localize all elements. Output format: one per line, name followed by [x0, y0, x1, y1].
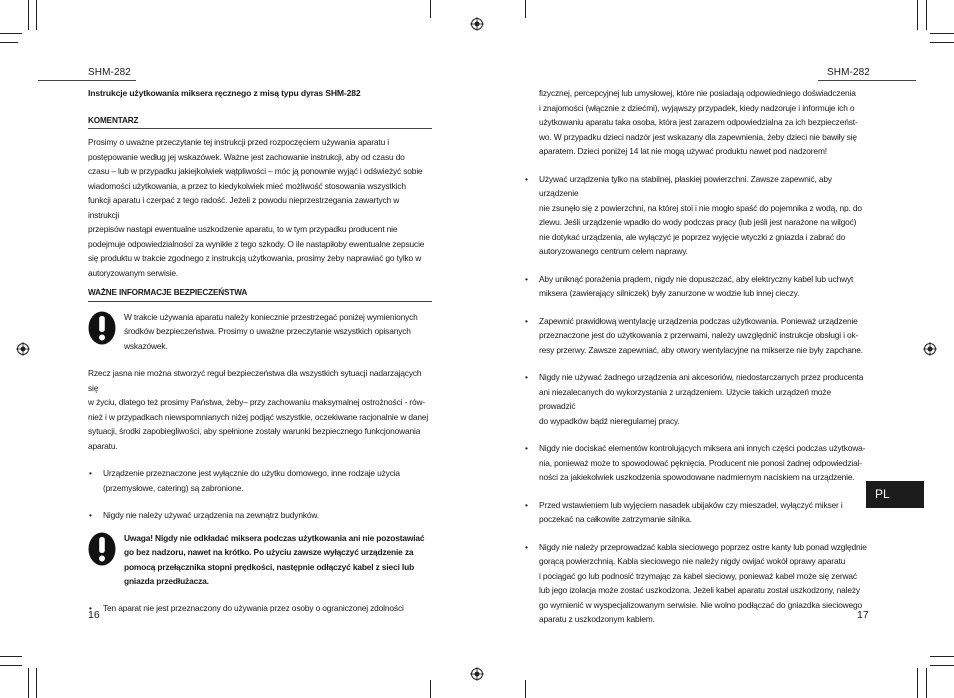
- page-number-right: 17: [857, 609, 869, 621]
- list-item: • Aby uniknąć porażenia prądem, nigdy nie dopuszczać, aby elektryczny kabel lub uchwyt miksera (zawierający silniczek) były zanurzone w wodzie lub innej cieczy.: [524, 272, 869, 301]
- registration-mark-icon: [470, 17, 484, 31]
- warning-block: Uwaga! Nigdy nie odkładać miksera podczas użytkowania ani nie pozostawiać go bez nadzoru, nawet na krótko. Po użyciu zawsze wyłączyć urządzenie za pomocą przełącznika stopni prędkości, następnie odłączyć kabel z sieci lub gniazda przedłużacza.: [88, 531, 432, 589]
- crop-mark: [28, 668, 29, 698]
- exclamation-warning-icon: [88, 532, 116, 566]
- crop-mark: [930, 42, 954, 43]
- exclamation-warning-icon: [88, 311, 116, 345]
- list-item: • Ten aparat nie jest przeznaczony do używania przez osoby o ograniczonej zdolności: [88, 601, 432, 616]
- crop-mark: [430, 680, 431, 698]
- crop-mark: [28, 0, 29, 30]
- crop-mark: [525, 0, 526, 18]
- header-rule-left: [38, 80, 136, 81]
- general-safety-paragraph: Rzecz jasna nie można stworzyć reguł bezpieczeństwa dla wszystkich sytuacji nadarzających się w życiu, dlatego też prosimy Państwa, żeby– przy zachowaniu maksymalnej ostrożności - rów- nież i w przypadkach niewspomnianych niżej podjąć wszystkie, oczekiwane racjonalnie w danej sytuacji, środki zapobiegliwości, aby spełnione zostały warunki bezpiecznego funkcjonowania aparatu.: [88, 368, 429, 451]
- header-model-left: SHM-282: [88, 67, 131, 78]
- crop-mark: [917, 0, 918, 30]
- registration-mark-icon: [923, 342, 937, 356]
- safety-heading: WAŻNE INFORMACJE BEZPIECZEŃSTWA: [88, 286, 432, 302]
- crop-mark: [36, 668, 37, 698]
- document-title: Instrukcje użytkowania miksera ręcznego z misą typu dyras SHM-282: [88, 88, 361, 98]
- crop-mark: [525, 680, 526, 698]
- list-item: • Nigdy nie należy używać urządzenia na zewnątrz budynków.: [88, 508, 432, 523]
- crop-mark: [930, 656, 954, 657]
- crop-mark: [0, 665, 22, 666]
- list-item: • Urządzenie przeznaczone jest wyłącznie do użytku domowego, inne rodzaje użycia (przemysłowe, catering) są zabronione.: [88, 466, 432, 495]
- list-item: • Zapewnić prawidłową wentylację urządzenia podczas użytkowania. Ponieważ urządzenie przeznaczone jest do użytkowania z przerwami, należy uwzględnić instrukcje obsługi i ok- resy przerwy. Zawsze zapewniać, aby otwory wentylacyjne na mikserze nie były zapchane.: [524, 314, 869, 358]
- crop-mark: [0, 33, 22, 34]
- crop-mark: [36, 0, 37, 30]
- right-page: [524, 86, 869, 627]
- crop-mark: [926, 668, 927, 698]
- crop-mark: [930, 33, 954, 34]
- header-rule-right: [818, 80, 916, 81]
- language-tab: PL: [866, 481, 924, 508]
- list-item: • Nigdy nie należy przeprowadzać kabla sieciowego poprzez ostre kanty lub ponad względnie gorącą powierzchnią. Kabla sieciowego nie należy nigdy owijać wokół oprawy aparatu i pociągać go lub podnosić trzymając za kabel sieciowy, ponieważ kabel może się zerwać lub jego izolacja może zostać uszkodzona. Jeżeli kabel aparatu został uszkodzony, należy go wymienić w wyspecjalizowanym serwisie. Nie wolno podłączać do gniazdka sieciowego aparatu z uszkodzonym kablem.: [524, 540, 869, 627]
- crop-mark: [917, 668, 918, 698]
- header-model-right: SHM-282: [827, 67, 870, 78]
- crop-mark: [926, 0, 927, 30]
- registration-mark-icon: [470, 667, 484, 681]
- left-page: [88, 86, 432, 615]
- crop-mark: [430, 0, 431, 18]
- page-number-left: 16: [88, 609, 100, 621]
- continuation-paragraph: fizycznej, percepcyjnej lub umysłowej, które nie posiadają odpowiedniego doświadczenia i znajomości (włącznie z dziećmi), wyjąwszy przypadek, kiedy nadzoruje i informuje ich o użytkowaniu aparatu taka osoba, która jest zarazem odpowiedzialna za ich bezpieczeńst- wo. W przypadku dzieci nadzór jest wskazany dla zapewnienia, żeby dzieci nie bawiły się aparatem. Dzieci poniżej 14 lat nie mogą używać produktu nawet pod nadzorem!: [539, 88, 858, 156]
- crop-mark: [930, 665, 954, 666]
- registration-mark-icon: [16, 342, 30, 356]
- safety-intro: W trakcie używania aparatu należy koniecznie przestrzegać poniżej wymienionych środków bezpieczeństwa. Prosimy o uważne przeczytanie wszystkich opisanych wskazówek.: [88, 310, 432, 354]
- list-item: • Nigdy nie dociskać elementów kontrolujących miksera ani innych części podczas użytkowa- nia, ponieważ może to spowodować pęknięcia. Producent nie ponosi żadnej odpowiedzial- ności za jakiekolwiek uszkodzenia spowodowane nadmiernym naciskiem na urządzenie.: [524, 441, 869, 485]
- comment-heading: KOMENTARZ: [88, 114, 432, 130]
- list-item: • Przed wstawieniem lub wyjęciem nasadek ubijaków czy mieszadeł, wyłączyć mikser i poczekać na całkowite zatrzymanie silnika.: [524, 498, 869, 527]
- crop-mark: [0, 42, 18, 43]
- comment-paragraph: Prosimy o uważne przeczytanie tej instrukcji przed rozpoczęciem używania aparatu i postępowanie według jej wskazówek. Ważne jest zachowanie instrukcji, aby od czasu do czasu – lub w przypadku jakiejkolwiek wątpliwości – móc ją ponownie wyjąć i odświeżyć sobie wiadomości użytkowania, a przez to kiedykolwiek mieć możliwość stosowania wszystkich funkcji aparatu i czerpać z tego radość. Jeżeli z powodu nieprzestrzegania zawartych w instrukcji przepisów nastąpi ewentualne uszkodzenie aparatu, to w tym przypadku producent nie podejmuje odpowiedzialności za wynikłe z tego szkody. O ile nastąpiłoby ewentualne zepsucie się produktu w trakcie zgodnego z instrukcją użytkowania, prosimy żeby naprawiać go tylko w autoryzowanym serwisie.: [88, 137, 425, 278]
- crop-mark: [0, 656, 22, 657]
- list-item: • Używać urządzenia tylko na stabilnej, płaskiej powierzchni. Zawsze zapewnić, aby urządzenie nie zsunęło się z powierzchni, na której stoi i nie mogło spaść do pojemnika z wodą, np. do zlewu. Jeśli urządzenie wpadło do wody podczas pracy (lub jeśli jest narażone na wilgoć) nie dotykać urządzenia, ale wyłączyć je poprzez wyjęcie wtyczki z gniazda i zabrać do autoryzowanego centrum celem naprawy.: [524, 172, 869, 259]
- list-item: • Nigdy nie używać żadnego urządzenia ani akcesoriów, niedostarczanych przez producenta ani niezalecanych do wykorzystania z urządzeniem. Użycie takich urządzeń może prowadzić do wypadków bądź nieregulamej pracy.: [524, 370, 869, 428]
